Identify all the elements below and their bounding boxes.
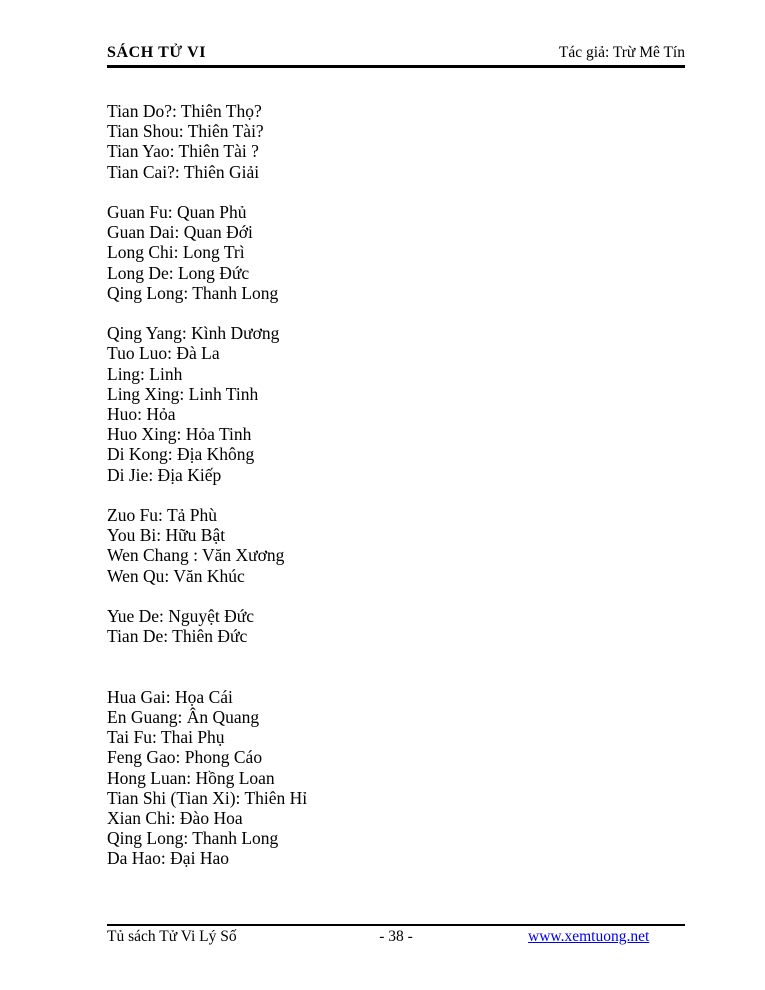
series-title: Tủ sách Tử Vi Lý Số bbox=[107, 928, 237, 945]
star-name-line: Guan Dai: Quan Đới bbox=[107, 222, 253, 243]
star-name-block bbox=[107, 202, 685, 303]
star-name-line: Huo Xing: Hỏa Tinh bbox=[107, 424, 252, 445]
star-name-line: Hua Gai: Họa Cái bbox=[107, 686, 233, 707]
star-name-line: Tai Fu: Thai Phụ bbox=[107, 727, 225, 748]
page-number: - 38 - bbox=[379, 928, 413, 945]
book-title: SÁCH TỬ VI bbox=[107, 44, 207, 61]
star-name-block bbox=[107, 101, 685, 182]
star-name-line: Tuo Luo: Đà La bbox=[107, 343, 220, 364]
star-name-line: Qing Yang: Kình Dương bbox=[107, 323, 280, 344]
star-name-block bbox=[107, 606, 685, 646]
star-name-line: You Bi: Hữu Bật bbox=[107, 525, 226, 546]
star-name-block bbox=[107, 505, 685, 586]
star-name-line: Ling: Linh bbox=[107, 363, 183, 384]
star-name-line: Tian Shou: Thiên Tài? bbox=[107, 121, 264, 142]
star-name-line: Tian Yao: Thiên Tài ? bbox=[107, 141, 259, 162]
star-name-line: Zuo Fu: Tả Phù bbox=[107, 505, 218, 526]
star-name-line: Qing Long: Thanh Long bbox=[107, 828, 279, 849]
page-header bbox=[107, 44, 685, 62]
star-name-line: Tian Shi (Tian Xi): Thiên Hỉ bbox=[107, 787, 308, 808]
star-name-block bbox=[107, 323, 685, 485]
footer-link-cell bbox=[492, 928, 685, 946]
star-name-line: Tian Do?: Thiên Thọ? bbox=[107, 101, 262, 121]
star-name-line: Tian Cai?: Thiên Giải bbox=[107, 161, 260, 182]
star-name-line: Feng Gao: Phong Cáo bbox=[107, 747, 263, 768]
website-link[interactable]: www.xemtuong.net bbox=[528, 928, 650, 945]
star-name-line: Yue De: Nguyệt Đức bbox=[107, 606, 255, 627]
star-name-line: Da Hao: Đại Hao bbox=[107, 848, 229, 869]
star-name-line: Long De: Long Đức bbox=[107, 262, 250, 283]
star-name-line: Xian Chi: Đào Hoa bbox=[107, 808, 243, 829]
star-name-line: Huo: Hỏa bbox=[107, 404, 176, 425]
page-footer bbox=[107, 928, 685, 946]
star-name-line: Guan Fu: Quan Phủ bbox=[107, 202, 247, 222]
star-name-list bbox=[107, 101, 685, 889]
star-name-line: En Guang: Ân Quang bbox=[107, 707, 260, 728]
author-credit: Tác giả: Trừ Mê Tín bbox=[558, 44, 685, 61]
star-name-line: Qing Long: Thanh Long bbox=[107, 282, 279, 303]
footer-divider bbox=[107, 924, 685, 926]
star-name-block bbox=[107, 687, 685, 869]
star-name-line: Wen Qu: Văn Khúc bbox=[107, 565, 245, 586]
star-name-line: Wen Chang : Văn Xương bbox=[107, 545, 285, 566]
star-name-line: Tian De: Thiên Đức bbox=[107, 626, 248, 647]
star-name-line: Long Chi: Long Trì bbox=[107, 242, 245, 263]
star-name-line: Hong Luan: Hồng Loan bbox=[107, 767, 275, 788]
star-name-line: Ling Xing: Linh Tinh bbox=[107, 383, 259, 404]
header-divider bbox=[107, 65, 685, 68]
star-name-line: Di Kong: Địa Không bbox=[107, 444, 255, 465]
star-name-line: Di Jie: Địa Kiếp bbox=[107, 464, 222, 485]
